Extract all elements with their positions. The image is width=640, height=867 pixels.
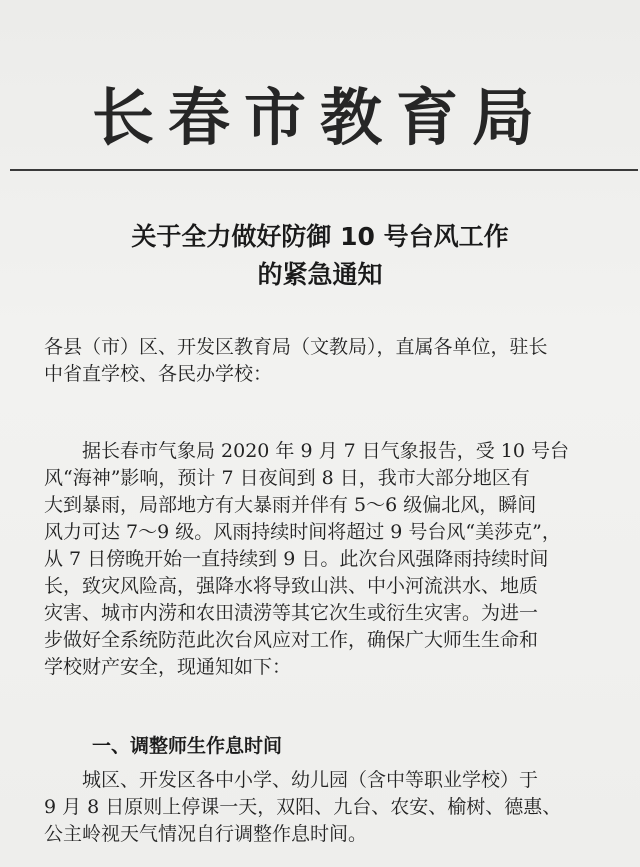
addressee [44, 334, 604, 388]
letterhead-title: 长春市教育局 [91, 81, 548, 154]
text-line: 据长春市气象局 2020 年 9 月 7 日气象报告，受 10 号台 [44, 440, 570, 462]
text-line: 大到暴雨，局部地方有大暴雨并伴有 5～6 级偏北风，瞬间 [44, 494, 537, 516]
text-line: 长，致灾风险高，强降水将导致山洪、中小河流洪水、地质 [44, 575, 539, 597]
section-1-body [44, 767, 604, 848]
text-line: 各县（市）区、开发区教育局（文教局），直属各单位，驻长 [44, 336, 548, 358]
text-line: 风力可达 7～9 级。风雨持续时间将超过 9 号台风“美莎克”， [44, 521, 561, 543]
text-line: 学校财产安全，现通知如下： [44, 656, 292, 678]
text-line: 从 7 日傍晚开始一直持续到 9 日。此次台风强降雨持续时间 [44, 548, 549, 570]
paragraph-1 [44, 438, 604, 681]
text-line: 风“海神”影响，预计 7 日夜间到 8 日，我市大部分地区有 [44, 467, 530, 489]
letterhead-divider [10, 169, 638, 171]
notice-title [0, 218, 640, 294]
text-line: 灾害、城市内涝和农田渍涝等其它次生或衍生灾害。为进一 [44, 602, 539, 624]
text-line: 城区、开发区各中小学、幼儿园（含中等职业学校）于 [44, 769, 539, 791]
text-line: 9 月 8 日原则上停课一天，双阳、九台、农安、榆树、德惠、 [44, 796, 562, 818]
notice-title-line: 关于全力做好防御 10 号台风工作 [131, 222, 509, 251]
notice-title-line: 的紧急通知 [257, 260, 383, 289]
text-line: 公主岭视天气情况自行调整作息时间。 [44, 823, 368, 845]
text-line: 步做好全系统防范此次台风应对工作，确保广大师生生命和 [44, 629, 539, 651]
section-heading: 一、调整师生作息时间 [92, 735, 283, 757]
text-line: 中省直学校、各民办学校： [44, 363, 273, 385]
